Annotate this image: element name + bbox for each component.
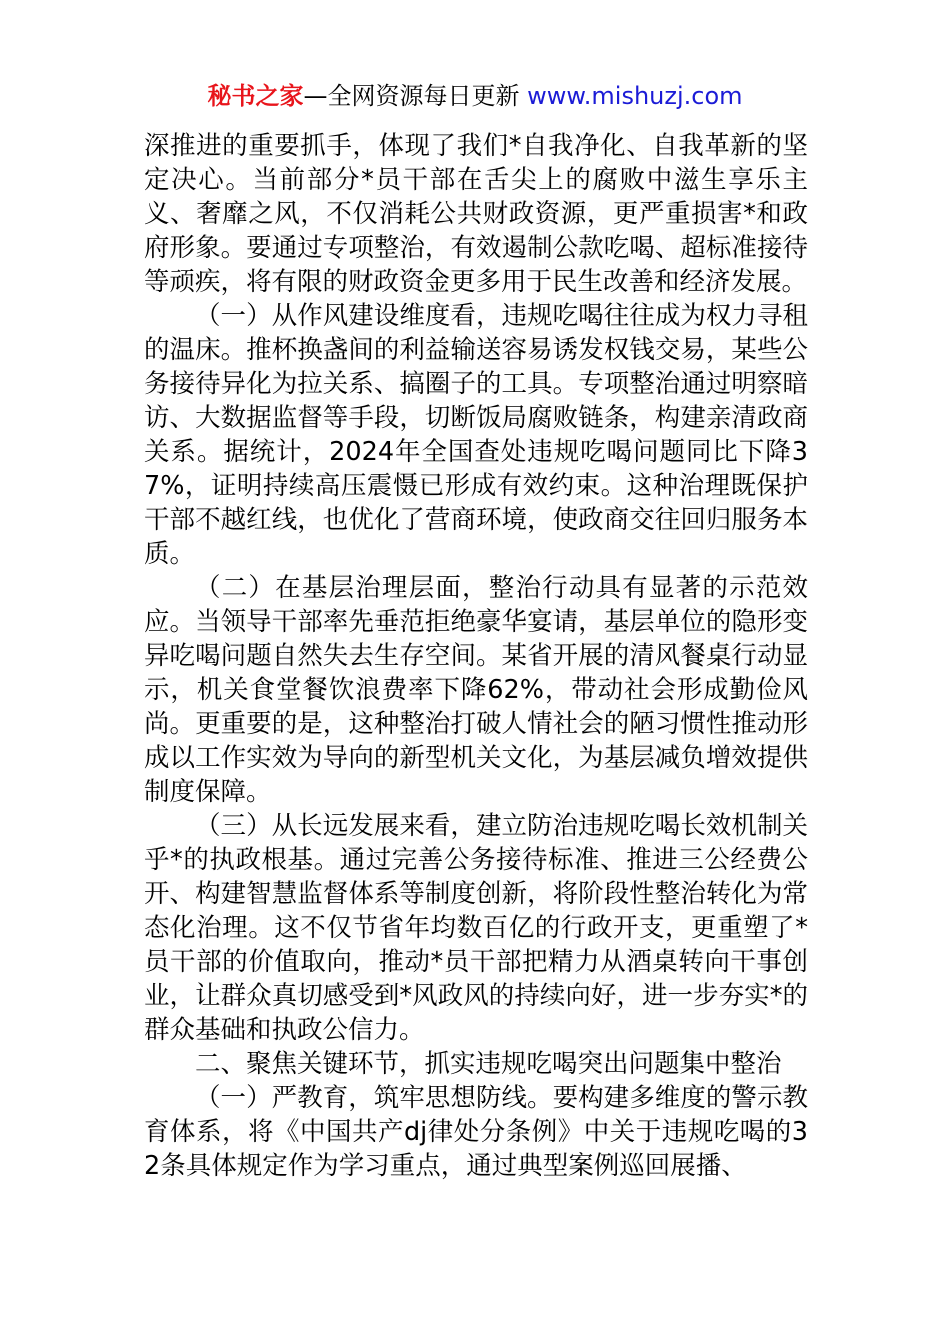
- site-banner: [0, 78, 950, 114]
- paragraph-section-1-2: （二）在基层治理层面，整治行动具有显著的示范效应。当领导干部率先垂范拒绝豪华宴请，基层单位的隐形变异吃喝问题自然失去生存空间。某省开展的清风餐桌行动显示，机关食堂餐饮浪费率下降62%，带动社会形成勤俭风尚。更重要的是，这种整治打破人情社会的陋习惯性推动形成以工作实效为导向的新型机关文化，为基层减负增效提供制度保障。: [144, 573, 808, 807]
- paragraph-section-1-3: （三）从长远发展来看，建立防治违规吃喝长效机制关乎*的执政根基。通过完善公务接待标准、推进三公经费公开、构建智慧监督体系等制度创新，将阶段性整治转化为常态化治理。这不仅节省年均数百亿的行政开支，更重塑了*员干部的价值取向，推动*员干部把精力从酒桌转向干事创业，让群众真切感受到*风政风的持续向好，进一步夯实*的群众基础和执政公信力。: [144, 811, 808, 1045]
- paragraph-section-1-1: （一）从作风建设维度看，违规吃喝往往成为权力寻租的温床。推杯换盏间的利益输送容易诱发权钱交易，某些公务接待异化为拉关系、搞圈子的工具。专项整治通过明察暗访、大数据监督等手段，切断饭局腐败链条，构建亲清政商关系。据统计，2024年全国查处违规吃喝问题同比下降37%，证明持续高压震慑已形成有效约束。这种治理既保护干部不越红线，也优化了营商环境，使政商交往回归服务本质。: [144, 301, 808, 569]
- paragraph-continuation: 深推进的重要抓手，体现了我们*自我净化、自我革新的坚定决心。当前部分*员干部在舌尖上的腐败中滋生享乐主义、奢靡之风，不仅消耗公共财政资源，更严重损害*和政府形象。要通过专项整治，有效遏制公款吃喝、超标准接待等顽疾，将有限的财政资金更多用于民生改善和经济发展。: [144, 131, 808, 297]
- site-url-link[interactable]: www.mishuzj.com: [527, 82, 743, 110]
- document-body: [144, 129, 808, 1183]
- site-slogan: —全网资源每日更新: [303, 82, 528, 110]
- site-brand: 秘书之家: [207, 82, 304, 110]
- paragraph-section-2-1: （一）严教育，筑牢思想防线。要构建多维度的警示教育体系，将《中国共产dj律处分条例》中关于违规吃喝的32条具体规定作为学习重点，通过典型案例巡回展播、: [144, 1083, 808, 1181]
- section-heading-2: 二、聚焦关键环节，抓实违规吃喝突出问题集中整治: [195, 1049, 782, 1079]
